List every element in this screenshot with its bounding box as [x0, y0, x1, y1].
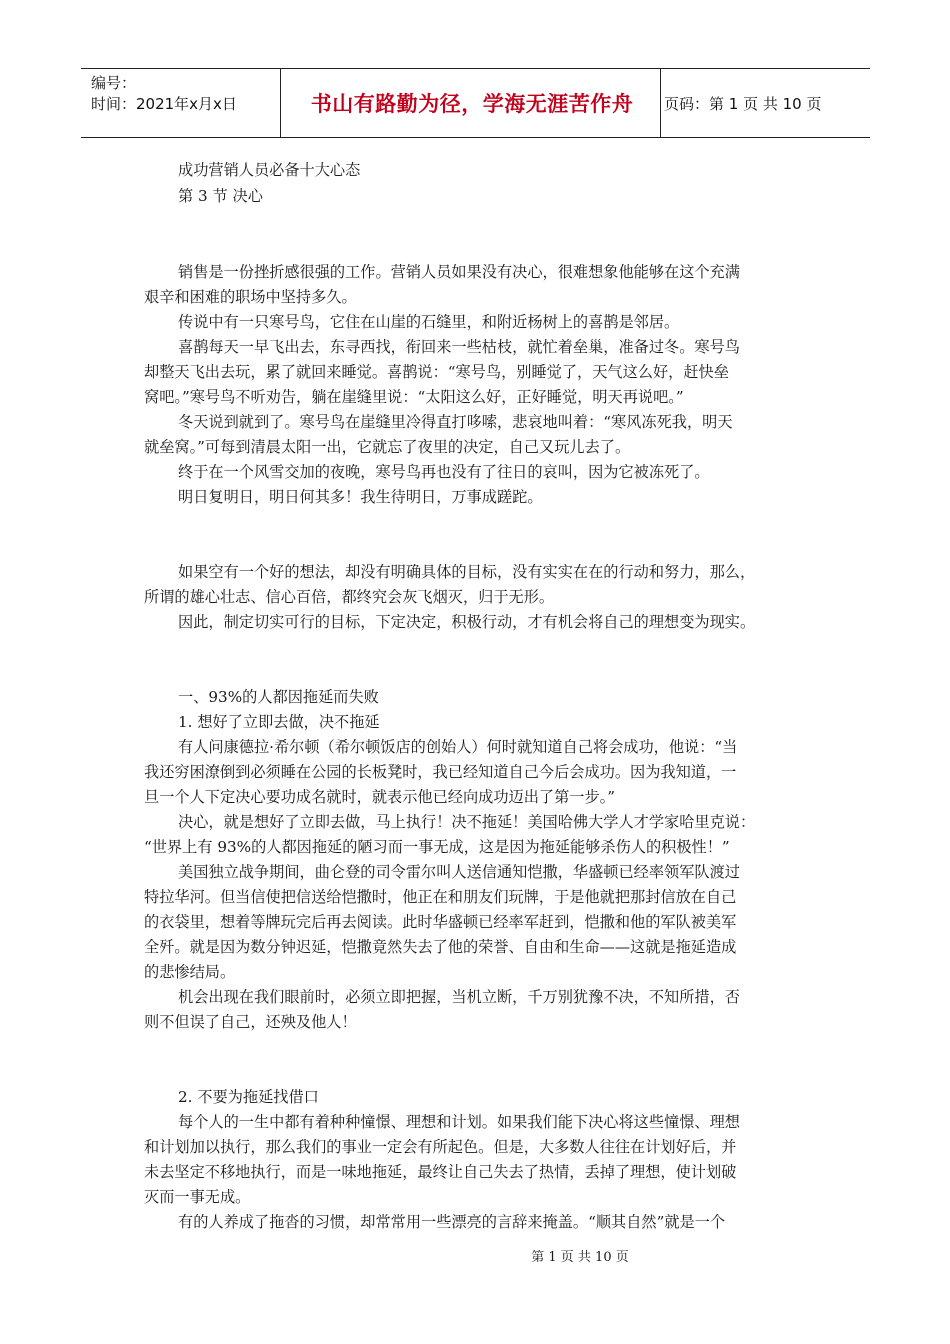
paragraph-line: 明日复明日，明日何其多！我生待明日，万事成蹉跎。 [178, 488, 543, 506]
paragraph-line: 全歼。就是因为数分钟迟延，恺撒竟然失去了他的荣誉、自由和生命——这就是拖延造成 [144, 938, 737, 956]
number-label: 编号： [91, 74, 137, 92]
page-header [81, 68, 870, 138]
page-footer: 第 1 页 共 10 页 [531, 1250, 629, 1265]
paragraph-line: 终于在一个风雪交加的夜晚，寒号鸟再也没有了往日的哀叫，因为它被冻死了。 [178, 463, 710, 481]
paragraph-line: 未去坚定不移地执行，而是一味地拖延，最终让自己失去了热情，丢掉了理想，使计划破 [144, 1163, 737, 1181]
subsection-heading: 2. 不要为拖延找借口 [178, 1088, 319, 1106]
paragraph-line: 喜鹊每天一早飞出去，东寻西找，衔回来一些枯枝，就忙着垒巢，准备过冬。寒号鸟 [178, 338, 740, 356]
paragraph-line: 所谓的雄心壮志、信心百倍，都终究会灰飞烟灭，归于无形。 [144, 588, 555, 606]
paragraph-line: 因此，制定切实可行的目标，下定决定，积极行动，才有机会将自己的理想变为现实。 [178, 613, 756, 631]
paragraph-line: 旦一个人下定决心要功成名就时，就表示他已经向成功迈出了第一步。” [144, 788, 615, 806]
header-page-number: 页码：第 1 页 共 10 页 [664, 94, 822, 113]
paragraph-line: 特拉华河。但当信使把信送给恺撒时，他正在和朋友们玩牌，于是他就把那封信放在自己 [144, 888, 737, 906]
paragraph-line: “世界上有 93%的人都因拖延的陋习而一事无成，这是因为拖延能够杀伤人的积极性！” [144, 838, 730, 856]
paragraph-line: 机会出现在我们眼前时，必须立即把握，当机立断，千万别犹豫不决，不知所措，否 [178, 988, 740, 1006]
paragraph-line: 我还穷困潦倒到必须睡在公园的长板凳时，我已经知道自己今后会成功。因为我知道，一 [144, 763, 737, 781]
paragraph-line: 就垒窝。”可每到清晨太阳一出，它就忘了夜里的决定，自己又玩儿去了。 [144, 438, 631, 456]
paragraph-line: 的悲惨结局。 [144, 963, 236, 981]
paragraph-line: 艰辛和困难的职场中坚持多久。 [144, 288, 357, 306]
header-meta [91, 73, 237, 115]
paragraph-line: 如果空有一个好的想法，却没有明确具体的目标，没有实实在在的行动和努力，那么， [178, 563, 756, 581]
paragraph-line: 销售是一份挫折感很强的工作。营销人员如果没有决心，很难想象他能够在这个充满 [178, 263, 740, 281]
paragraph-line: 美国独立战争期间，曲仑登的司令雷尔叫人送信通知恺撒，华盛顿已经率领军队渡过 [178, 863, 740, 881]
subsection-heading: 1. 想好了立即去做，决不拖延 [178, 713, 380, 731]
section-heading: 第 3 节 决心 [178, 187, 263, 205]
header-motto: 书山有路勤为径，学海无涯苦作舟 [310, 92, 634, 116]
paragraph-line: 决心，就是想好了立即去做，马上执行！决不拖延！美国哈佛大学人才学家哈里克说： [178, 813, 756, 831]
paragraph-line: 窝吧。”寒号鸟不听劝告，躺在崖缝里说：“太阳这么好，正好睡觉，明天再说吧。” [144, 388, 684, 406]
paragraph-line: 则不但误了自己，还殃及他人！ [144, 1013, 357, 1031]
paragraph-line: 的衣袋里，想着等牌玩完后再去阅读。此时华盛顿已经率军赶到，恺撒和他的军队被美军 [144, 913, 737, 931]
header-divider [660, 69, 661, 137]
paragraph-line: 有人问康德拉·希尔顿（希尔顿饭店的创始人）何时就知道自己将会成功，他说：“当 [178, 738, 738, 756]
paragraph-line: 灭而一事无成。 [144, 1188, 251, 1206]
paragraph-line: 传说中有一只寒号鸟，它住在山崖的石缝里，和附近杨树上的喜鹊是邻居。 [178, 313, 680, 331]
paragraph-line: 和计划加以执行，那么我们的事业一定会有所起色。但是，大多数人往往在计划好后，并 [144, 1138, 737, 1156]
paragraph-line: 每个人的一生中都有着种种憧憬、理想和计划。如果我们能下决心将这些憧憬、理想 [178, 1113, 740, 1131]
time-label: 时间：2021年x月x日 [91, 95, 237, 113]
header-divider [280, 69, 281, 137]
paragraph-line: 有的人养成了拖沓的习惯，却常常用一些漂亮的言辞来掩盖。“顺其自然”就是一个 [178, 1213, 726, 1231]
document-title: 成功营销人员必备十大心态 [178, 161, 361, 179]
paragraph-line: 却整天飞出去玩，累了就回来睡觉。喜鹊说：“寒号鸟，别睡觉了，天气这么好，赶快垒 [144, 363, 729, 381]
subsection-heading: 一、93%的人都因拖延而失败 [178, 688, 379, 706]
paragraph-line: 冬天说到就到了。寒号鸟在崖缝里冷得直打哆嗦，悲哀地叫着：“寒风冻死我，明天 [178, 413, 733, 431]
